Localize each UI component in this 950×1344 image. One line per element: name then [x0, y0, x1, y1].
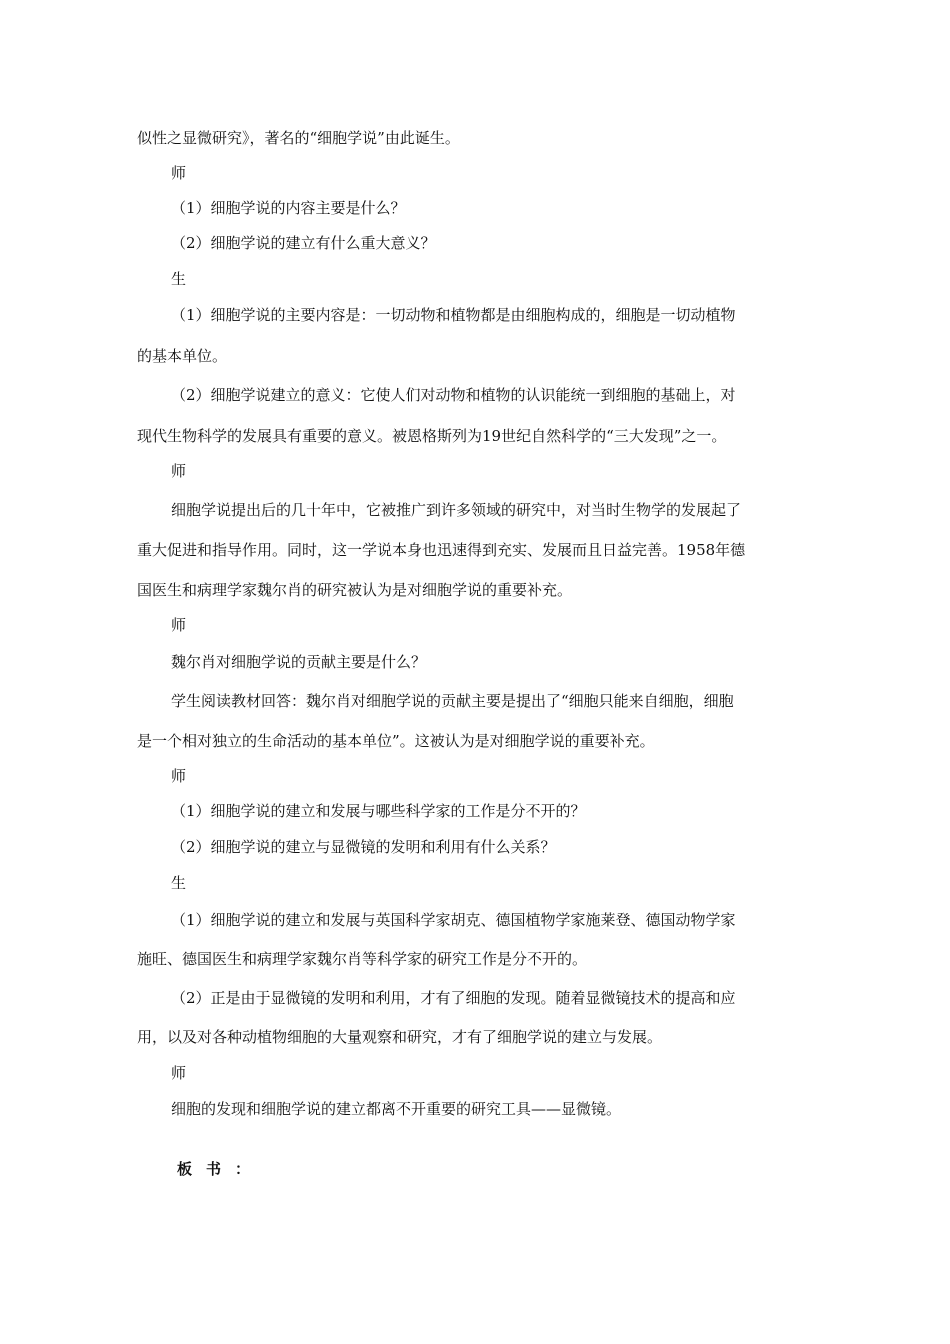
- answer-line: 是一个相对独立的生命活动的基本单位”。这被认为是对细胞学说的重要补充。: [137, 732, 655, 750]
- answer-line: 用，以及对各种动植物细胞的大量观察和研究，才有了细胞学说的建立与发展。: [137, 1028, 663, 1046]
- text-line: 似性之显微研究》，著名的“细胞学说”由此诞生。: [137, 129, 460, 147]
- speaker-teacher: 师: [171, 767, 187, 785]
- answer-line: 学生阅读教材回答：魏尔肖对细胞学说的贡献主要是提出了“细胞只能来自细胞，细胞: [171, 692, 734, 710]
- speaker-teacher: 师: [171, 462, 187, 480]
- question-line: （1）细胞学说的建立和发展与哪些科学家的工作是分不开的？: [171, 802, 586, 820]
- paragraph-line: 细胞学说提出后的几十年中，它被推广到许多领域的研究中，对当时生物学的发展起了: [171, 501, 742, 519]
- paragraph-line: 细胞的发现和细胞学说的建立都离不开重要的研究工具——显微镜。: [171, 1100, 622, 1118]
- answer-line: （2）细胞学说建立的意义：它使人们对动物和植物的认识能统一到细胞的基础上，对: [171, 386, 736, 404]
- question-line: （2）细胞学说的建立与显微镜的发明和利用有什么关系？: [171, 838, 556, 856]
- speaker-teacher: 师: [171, 616, 187, 634]
- question-line: 魏尔肖对细胞学说的贡献主要是什么？: [171, 653, 427, 671]
- answer-line: （1）细胞学说的主要内容是：一切动物和植物都是由细胞构成的，细胞是一切动植物: [171, 306, 736, 324]
- speaker-student: 生: [171, 874, 187, 892]
- question-line: （1）细胞学说的内容主要是什么？: [171, 199, 406, 217]
- question-line: （2）细胞学说的建立有什么重大意义？: [171, 234, 436, 252]
- answer-line: 现代生物科学的发展具有重要的意义。被恩格斯列为19世纪自然科学的“三大发现”之一。: [137, 427, 727, 445]
- section-heading: 板书：: [177, 1160, 265, 1178]
- speaker-teacher: 师: [171, 1064, 187, 1082]
- answer-line: 的基本单位。: [137, 347, 228, 365]
- speaker-student: 生: [171, 270, 187, 288]
- answer-line: （1）细胞学说的建立和发展与英国科学家胡克、德国植物学家施莱登、德国动物学家: [171, 911, 736, 929]
- answer-line: （2）正是由于显微镜的发明和利用，才有了细胞的发现。随着显微镜技术的提高和应: [171, 989, 736, 1007]
- paragraph-line: 国医生和病理学家魏尔肖的研究被认为是对细胞学说的重要补充。: [137, 581, 573, 599]
- paragraph-line: 重大促进和指导作用。同时，这一学说本身也迅速得到充实、发展而且日益完善。1958年德: [137, 541, 746, 559]
- speaker-teacher: 师: [171, 164, 187, 182]
- answer-line: 施旺、德国医生和病理学家魏尔肖等科学家的研究工作是分不开的。: [137, 950, 588, 968]
